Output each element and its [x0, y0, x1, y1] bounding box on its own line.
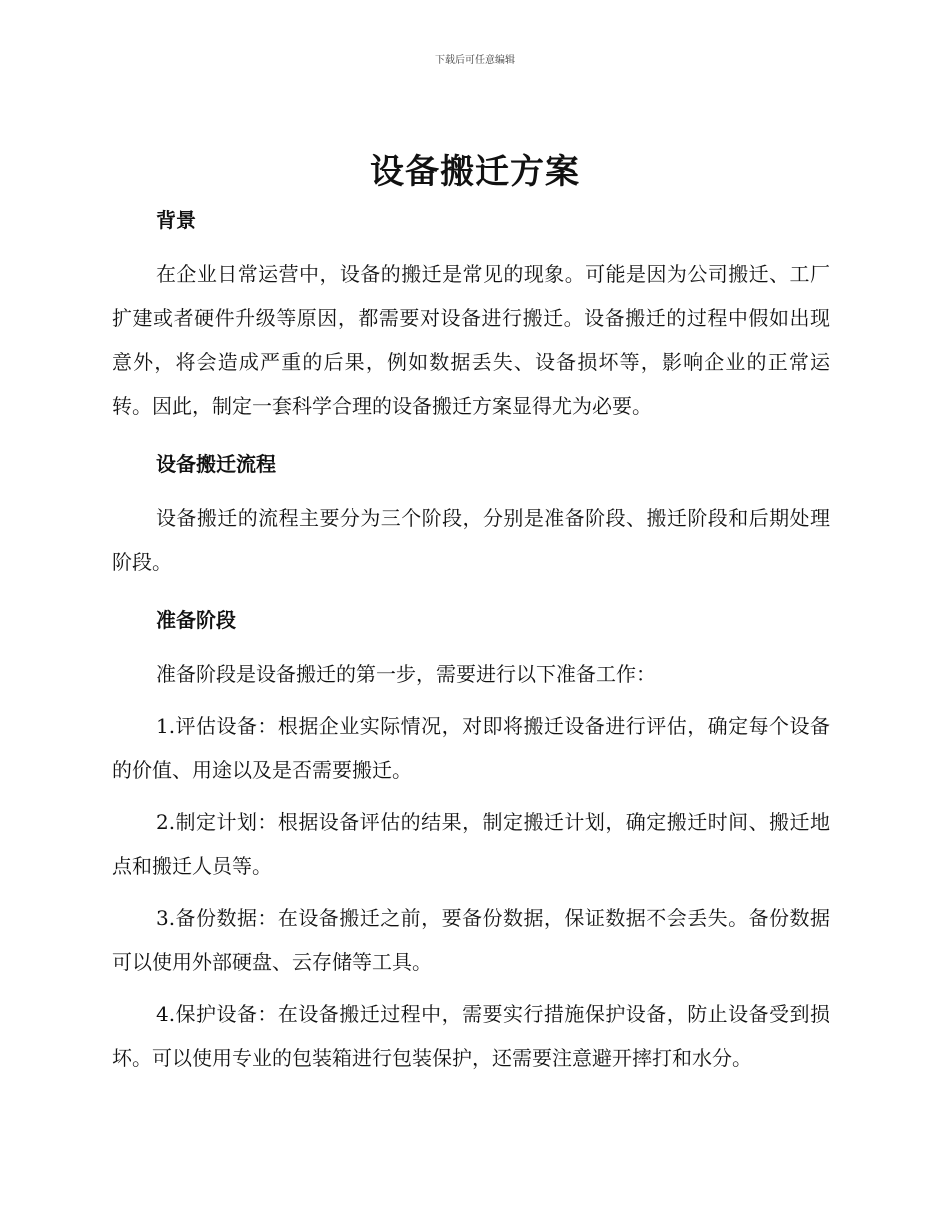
document-title: 设备搬迁方案: [370, 152, 580, 192]
list-item-protect: 4.保护设备：在设备搬迁过程中，需要实行措施保护设备，防止设备受到损坏。可以使用专业的包装箱进行包装保护，还需要注意避开摔打和水分。: [112, 1002, 830, 1070]
list-item-backup: 3.备份数据：在设备搬迁之前，要备份数据，保证数据不会丢失。备份数据可以使用外部硬盘、云存储等工具。: [112, 906, 830, 974]
section-heading-prep: 准备阶段: [156, 608, 236, 632]
header-note: 下载后可任意编辑: [435, 55, 515, 66]
section-heading-process: 设备搬迁流程: [156, 452, 276, 476]
section-heading-background: 背景: [156, 208, 196, 232]
document-body: [112, 204, 830, 1080]
list-item-evaluate: 1.评估设备：根据企业实际情况，对即将搬迁设备进行评估，确定每个设备的价值、用途以及是否需要搬迁。: [112, 714, 830, 782]
paragraph-process: 设备搬迁的流程主要分为三个阶段，分别是准备阶段、搬迁阶段和后期处理阶段。: [112, 506, 830, 574]
paragraph-prep-intro: 准备阶段是设备搬迁的第一步，需要进行以下准备工作：: [156, 662, 656, 686]
list-item-plan: 2.制定计划：根据设备评估的结果，制定搬迁计划，确定搬迁时间、搬迁地点和搬迁人员等。: [112, 810, 830, 878]
paragraph-background: 在企业日常运营中，设备的搬迁是常见的现象。可能是因为公司搬迁、工厂扩建或者硬件升级等原因，都需要对设备进行搬迁。设备搬迁的过程中假如出现意外，将会造成严重的后果，例如数据丢失、设备损坏等，影响企业的正常运转。因此，制定一套科学合理的设备搬迁方案显得尤为必要。: [112, 262, 830, 418]
